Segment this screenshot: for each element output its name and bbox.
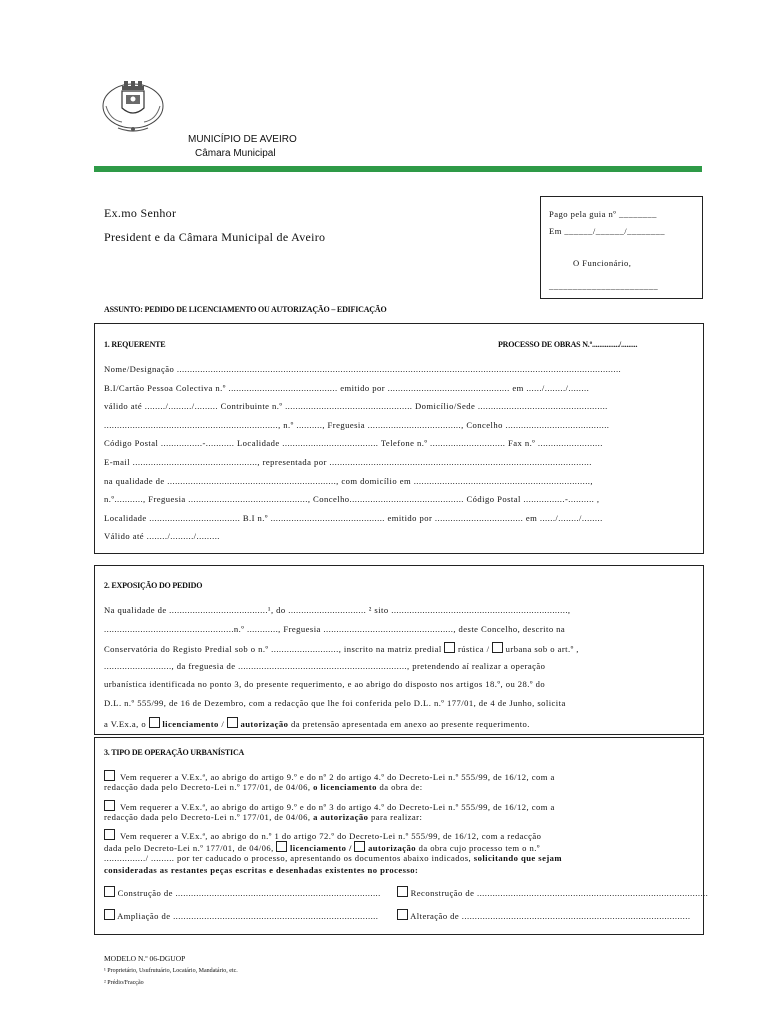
chamber-name: Câmara Municipal	[195, 148, 276, 159]
licensing-label: licenciamento	[162, 718, 219, 729]
request-line-3	[104, 642, 696, 661]
subject-line: ASSUNTO: PEDIDO DE LICENCIAMENTO OU AUTORIZAÇÃO – EDIFICAÇÃO	[104, 305, 387, 314]
request-suffix: da pretensão apresentada em anexo ao presente requerimento.	[290, 718, 530, 729]
renewal-licensing-label: licenciamento /	[289, 843, 352, 853]
field-representative-address[interactable]: n.º..........., Freguesia .............................................., Concelho............................................ Código Postal ................-.......... ,	[104, 494, 600, 505]
request-line-7	[104, 717, 696, 736]
option-renewal-line4	[104, 865, 418, 876]
construction-field[interactable]: Construção de ...............................................................................	[117, 888, 381, 898]
renewal-licensing-checkbox[interactable]	[276, 841, 287, 852]
option-renewal-request: solicitando que sejam	[473, 853, 563, 863]
work-reconstruction	[397, 886, 708, 899]
section-request-title: 2. EXPOSIÇÃO DO PEDIDO	[104, 581, 203, 590]
licensing-checkbox[interactable]	[149, 717, 160, 728]
option-renewal-expired: ................/ ......... por ter caducado o processo, apresentando os documentos abaixo indicados,	[104, 853, 472, 863]
option-licensing-line2	[104, 782, 423, 793]
option-licensing-checkbox[interactable]	[104, 770, 115, 781]
option-authorization-checkbox[interactable]	[104, 800, 115, 811]
alteration-field[interactable]: Alteração de ........................................................................................	[410, 911, 691, 921]
section-applicant-title: 1. REQUERENTE	[104, 340, 166, 349]
footnote-2: ² Prédio/Fracção	[104, 980, 144, 986]
field-name[interactable]: Nome/Designação ...........................................................................................................................................................................	[104, 364, 622, 374]
option-renewal-checkbox[interactable]	[104, 829, 115, 840]
payment-box	[540, 196, 703, 299]
authorization-checkbox[interactable]	[227, 717, 238, 728]
field-postal-phone[interactable]: Código Postal ................-........... Localidade ..................................... Telefone n.º ............................. Fax n.º .........................	[104, 438, 603, 449]
extension-field[interactable]: Ampliação de ...............................................................................	[117, 911, 379, 921]
option-licensing-bold: o licenciamento	[313, 782, 377, 792]
field-representative-validity[interactable]: Válido até ......../........./.........	[104, 531, 220, 542]
option-authorization-line2	[104, 812, 422, 823]
field-email[interactable]: E-mail ................................................, representada por .....................................................................................................	[104, 456, 592, 467]
work-alteration	[397, 909, 690, 922]
construction-checkbox[interactable]	[104, 886, 115, 897]
request-line-4[interactable]: .........................., da freguesia de ................................................................., pretendendo aí realizar a operação	[104, 660, 546, 671]
renewal-authorization-checkbox[interactable]	[354, 841, 365, 852]
renewal-authorization-label: autorização	[368, 843, 416, 853]
field-address[interactable]: ..................................................................., n.º .........., Freguesia ...................................., Concelho ........................................	[104, 419, 610, 430]
section-request	[94, 565, 704, 735]
urban-checkbox[interactable]	[492, 642, 503, 653]
option-renewal-line3	[104, 853, 562, 864]
slash-separator: /	[221, 718, 225, 729]
section-operation-title: 3. TIPO DE OPERAÇÃO URBANÍSTICA	[104, 748, 245, 757]
request-line-2[interactable]: ..................................................n.º ............, Freguesia .................................................., deste Concelho, descrito na	[104, 623, 566, 634]
option-renewal-text: Vem requerer a V.Ex.ª, ao abrigo do n.º 1 do artigo 72.º do Decreto-Lei n.º 555/99, de 16/12, com a redacção	[120, 831, 542, 841]
rustic-label: rústica /	[457, 644, 490, 655]
option-renewal-process: da obra cujo processo tem o n.º	[418, 843, 540, 853]
reconstruction-checkbox[interactable]	[397, 886, 408, 897]
field-representative-id[interactable]: Localidade ................................... B.I n.º ............................................ emitido por .................................. em ....../......../........	[104, 512, 603, 523]
request-line-1[interactable]: Na qualidade de ......................................¹, do .............................. ² sito ....................................................................,	[104, 605, 571, 615]
model-number: MODELO N.º 06-DGUOP	[104, 954, 186, 963]
option-licensing-suffix: da obra de:	[379, 782, 423, 792]
field-id-card[interactable]: B.I/Cartão Pessoa Colectiva n.º .......................................... emitido por ............................................... em ....../......../........	[104, 382, 590, 393]
option-authorization-bold: a autorização	[313, 812, 369, 822]
authorization-label: autorização	[240, 718, 289, 729]
payment-date: Em ______/______/________	[549, 226, 666, 236]
option-authorization-decree: redacção dada pelo Decreto-Lei n.º 177/01, de 04/06,	[104, 812, 311, 822]
rustic-checkbox[interactable]	[444, 642, 455, 653]
reconstruction-field[interactable]: Reconstrução de .........................................................................................	[410, 888, 709, 898]
work-extension	[104, 909, 378, 922]
municipal-logo	[100, 76, 166, 136]
option-renewal-consider: consideradas as restantes peças escritas e desenhadas existentes no processo:	[104, 865, 419, 875]
section-operation-type	[94, 737, 709, 935]
request-prefix: a V.Ex.a, o	[104, 718, 147, 729]
registry-text: Conservatória do Registo Predial sob o n.º .........................., inscrito na matriz predial	[104, 644, 442, 655]
payment-guide-number: Pago pela guia nº ________	[549, 209, 657, 219]
option-authorization-text: Vem requerer a V.Ex.ª, ao abrigo do artigo 9.º e do nº 3 do artigo 4.º do Decreto-Lei n.º 555/99, de 16/12, com a	[120, 802, 555, 812]
urban-label: urbana sob o art.º ,	[505, 644, 579, 655]
field-validity-taxid[interactable]: válido até ......../........./......... Contribuinte n.º ................................................. Domicílio/Sede ..................................................	[104, 401, 608, 412]
official-signature-line: _______________________	[549, 281, 659, 291]
header-divider	[94, 166, 702, 172]
coat-of-arms-icon	[100, 76, 166, 136]
option-licensing-decree: redacção dada pelo Decreto-Lei n.º 177/01, de 04/06,	[104, 782, 311, 792]
request-line-5: urbanística identificada no ponto 3, do presente requerimento, e ao abrigo do disposto nos artigos 18.º, ou 28.º do	[104, 679, 546, 690]
alteration-checkbox[interactable]	[397, 909, 408, 920]
request-line-6: D.L. n.º 555/99, de 16 de Dezembro, com a redacção que lhe foi conferida pelo D.L. n.º 177/01, de 4 de Junho, solicita	[104, 697, 566, 708]
municipality-name: MUNICÍPIO DE AVEIRO	[188, 134, 297, 145]
option-renewal-decree: dada pelo Decreto-Lei n.º 177/01, de 04/06,	[104, 843, 274, 853]
addressee-title: President e da Câmara Municipal de Aveiro	[104, 230, 326, 244]
option-licensing-text: Vem requerer a V.Ex.ª, ao abrigo do artigo 9.º e do nº 2 do artigo 4.º do Decreto-Lei n.º 555/99, de 16/12, com a	[120, 772, 555, 782]
addressee-salutation: Ex.mo Senhor	[104, 206, 177, 220]
footnote-1: ¹ Proprietário, Usufrutuário, Locatário, Mandatário, etc.	[104, 968, 238, 974]
works-process-number: PROCESSO DE OBRAS N.º.............../.........	[498, 340, 638, 349]
work-construction	[104, 886, 381, 899]
official-label: O Funcionário,	[573, 258, 632, 268]
field-representative-quality[interactable]: na qualidade de ................................................................., com domicílio em ....................................................................,	[104, 475, 593, 486]
extension-checkbox[interactable]	[104, 909, 115, 920]
option-authorization-suffix: para realizar:	[370, 812, 423, 822]
section-applicant	[94, 323, 704, 554]
